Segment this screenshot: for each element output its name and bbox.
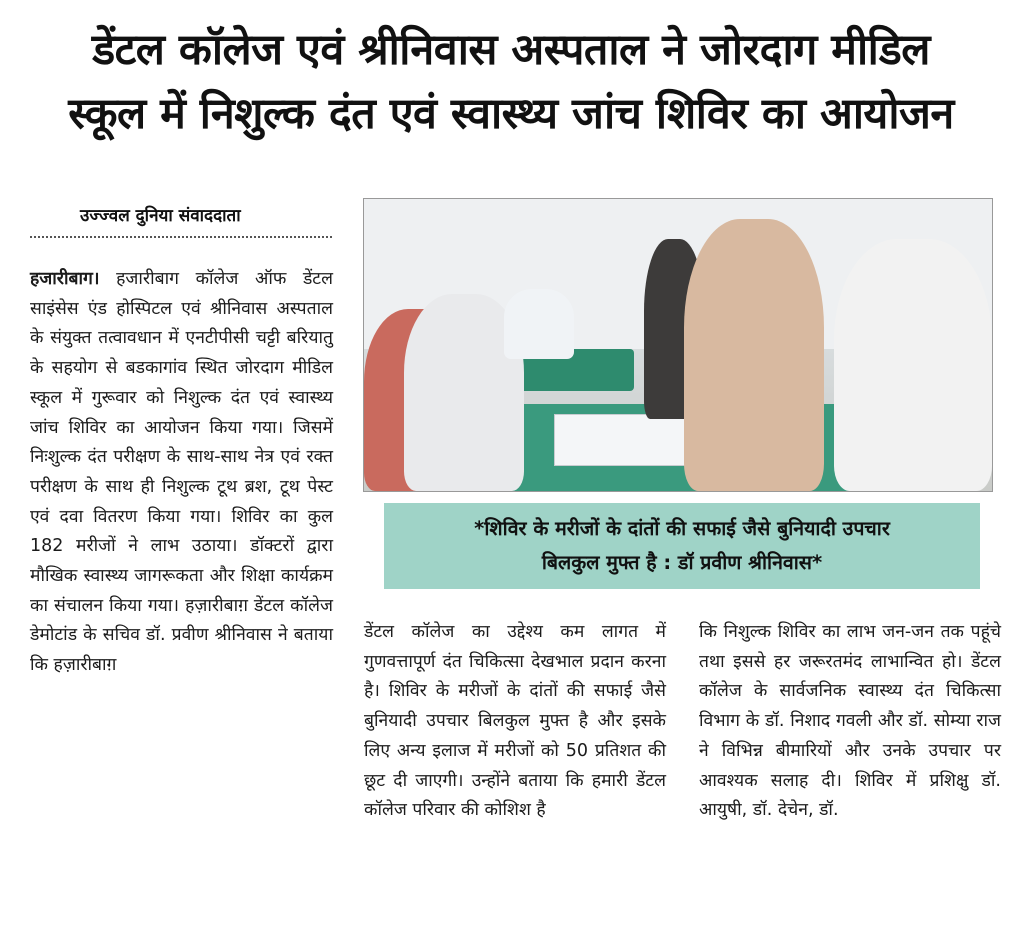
headline-line-1: डेंटल कॉलेज एवं श्रीनिवास अस्पताल ने जोरदाग मीडिल — [92, 25, 930, 75]
article-column-1 — [30, 265, 333, 681]
photo-person-standing-3 — [834, 239, 992, 491]
photo-caption — [384, 503, 980, 589]
caption-line-1: *शिविर के मरीजों के दांतों की सफाई जैसे बुनियादी उपचार — [474, 517, 890, 540]
headline-line-2: स्कूल में निशुल्क दंत एवं स्वास्थ्य जांच शिविर का आयोजन — [68, 89, 954, 139]
photo-person-standing-2 — [684, 219, 824, 491]
medical-camp-photo — [363, 198, 993, 492]
headline — [0, 18, 1022, 146]
article-column-3 — [699, 618, 1001, 826]
caption-line-2: बिलकुल मुफ्त है : डॉ प्रवीण श्रीनिवास* — [541, 551, 823, 574]
article-text-2: डेंटल कॉलेज का उद्देश्य कम लागत में गुणवत्तापूर्ण दंत चिकित्सा देखभाल प्रदान करना है। शिविर के मरीजों के दांतों की सफाई जैसे बुनियादी उपचार बिलकुल मुफ्त है और इसके लिए अन्य इलाज में मरीजों को 50 प्रतिशत की छूट दी जाएगी। उन्होंने बताया कि हमारी डेंटल कॉलेज परिवार की कोशिश है — [364, 622, 666, 821]
article-column-2 — [364, 618, 666, 826]
byline-divider — [30, 236, 332, 238]
photo-person-nurse — [504, 289, 574, 359]
dateline: हजारीबाग। — [30, 269, 100, 289]
byline: उज्ज्वल दुनिया संवाददाता — [80, 206, 241, 226]
article-text-3: कि निशुल्क शिविर का लाभ जन-जन तक पहूंचे तथा इससे हर जरूरतमंद लाभान्वित हो। डेंटल कॉलेज के सार्वजनिक स्वास्थ्य दंत चिकित्सा विभाग के डॉ. निशाद गवली और डॉ. सोम्या राज ने विभिन्न बीमारियों और उनके उपचार पर आवश्यक सलाह दी। शिविर में प्रशिक्षु डॉ. आयुषी, डॉ. देचेन, डॉ. — [699, 622, 1001, 821]
article-text-1: हजारीबाग कॉलेज ऑफ डेंटल साइंसेस एंड होस्पिटल एवं श्रीनिवास अस्पताल के संयुक्त तत्वावधान में एनटीपीसी चट्टी बरियातु के सहयोग से बडकागांव स्थित जोरदाग मीडिल स्कूल में गुरूवार को निशुल्क दंत एवं स्वास्थ्य जांच शिविर का आयोजन किया गया। जिसमें निःशुल्क दंत परीक्षण के साथ-साथ नेत्र एवं रक्त परीक्षण के साथ ही निशुल्क टूथ ब्रश, टूथ पेस्ट एवं दवा वितरण किया गया। शिविर का कुल 182 मरीजों ने लाभ उठाया। डॉक्टरों द्वारा मौखिक स्वास्थ्य जागरूकता और शिक्षा कार्यक्रम का संचालन किया गया। हज़ारीबाग़ डेंटल कॉलेज डेमोटांड के सचिव डॉ. प्रवीण श्रीनिवास ने बताया कि हज़ारीबाग़ — [30, 269, 333, 676]
